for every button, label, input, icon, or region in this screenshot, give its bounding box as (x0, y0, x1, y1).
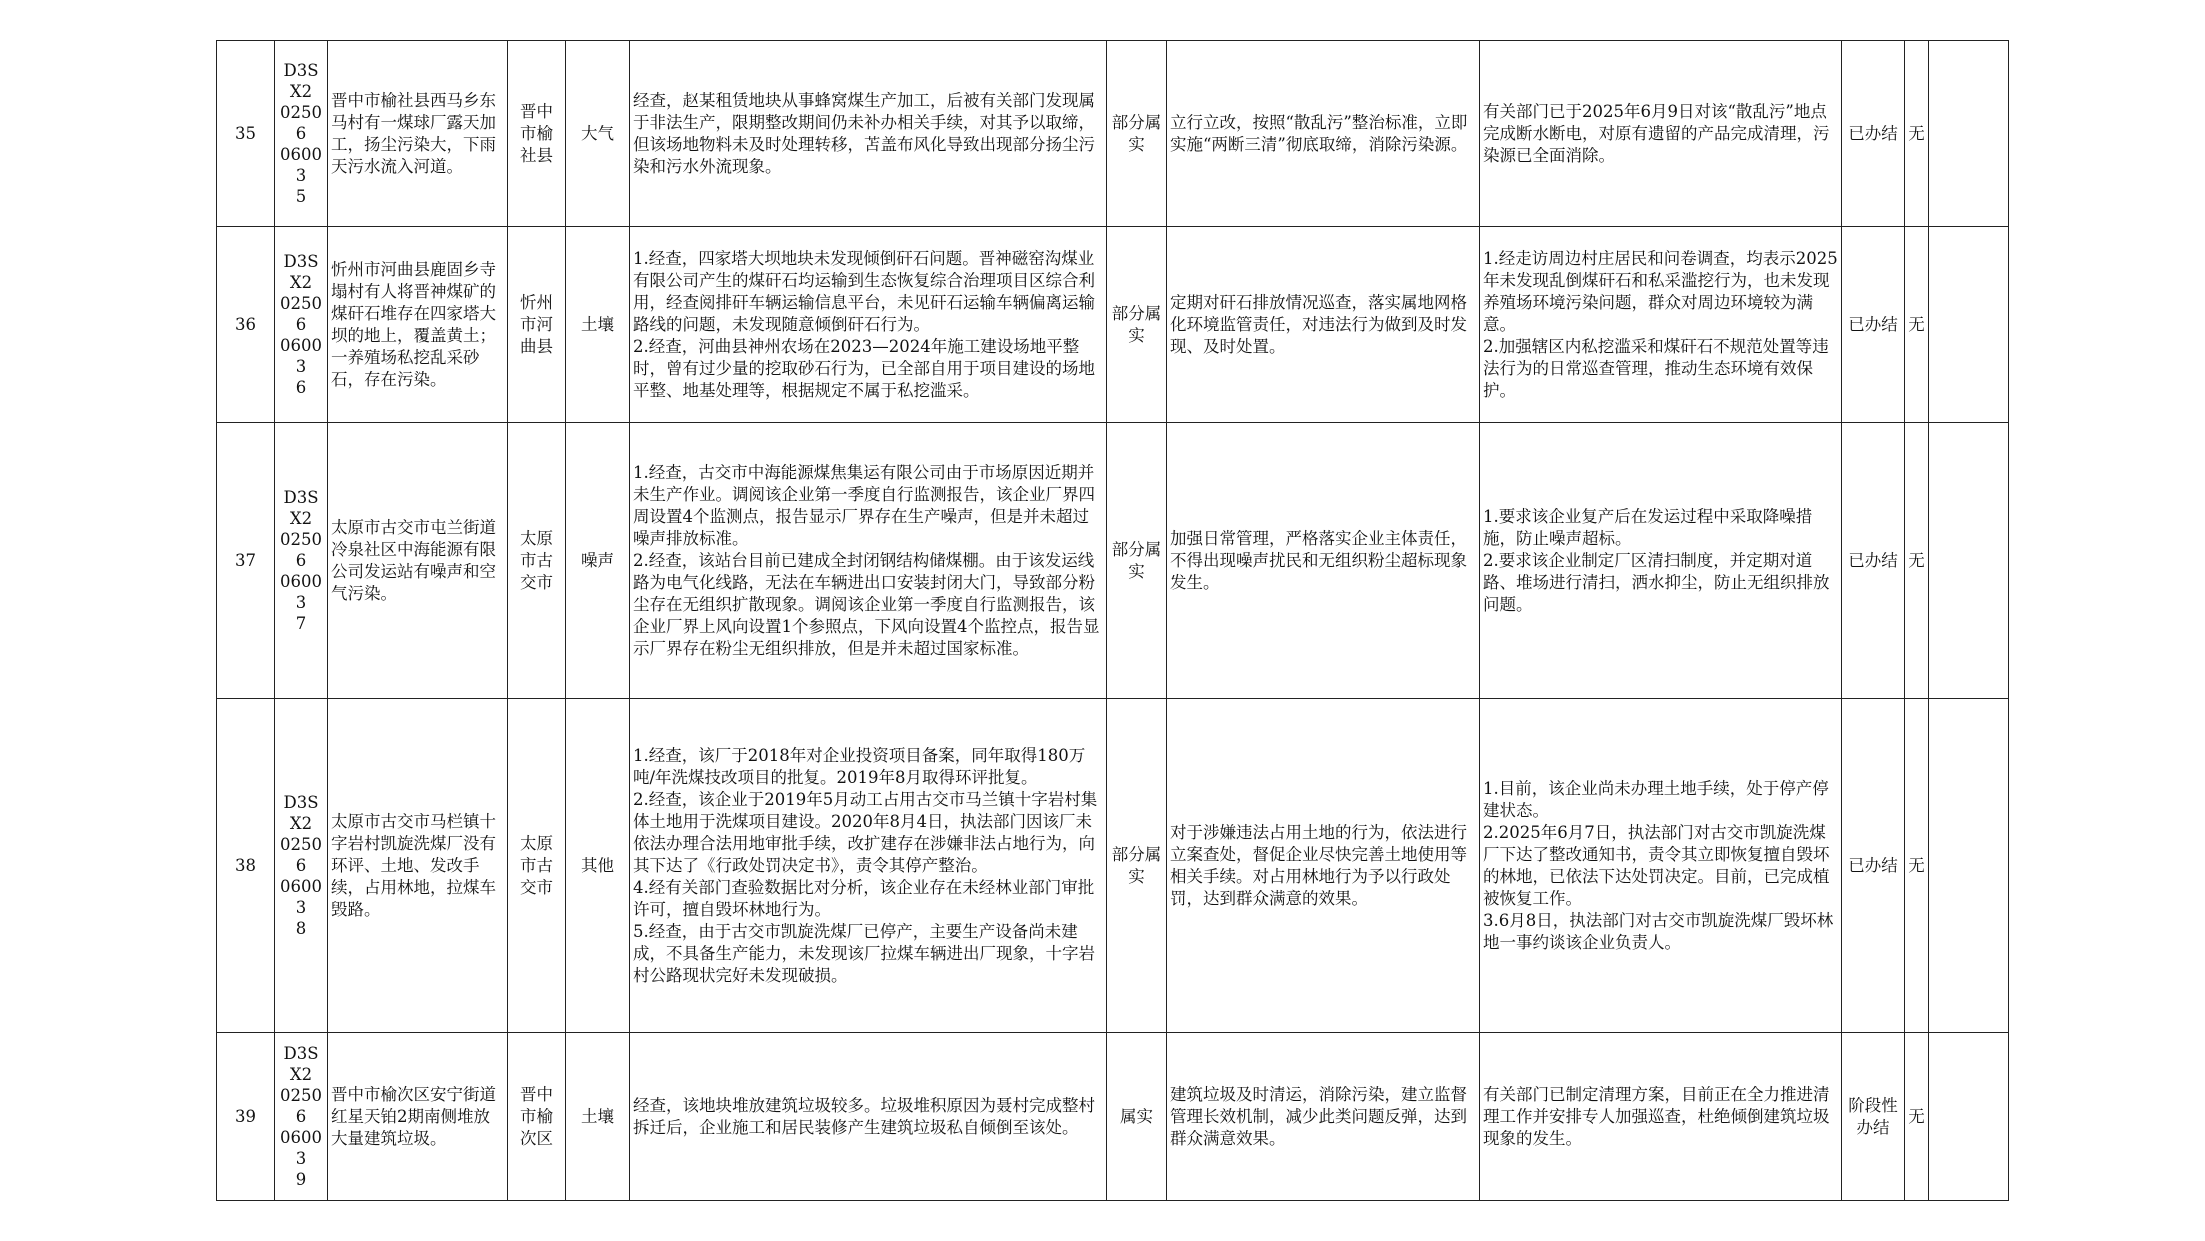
accountability: 无 (1905, 41, 1929, 227)
row-number: 39 (217, 1033, 275, 1201)
investigation-finding: 1.经查，该厂于2018年对企业投资项目备案，同年取得180万吨/年洗煤技改项目的批复。2019年8月取得环评批复。 2.经查，该企业于2019年5月动工占用古交市马兰镇十字岩村集体土地用于洗煤项目建设。2020年8月4日，执法部门因该厂未依法办理合法用地审批手续，改扩建存在涉嫌非法占地行为，向其下达了《行政处罚决定书》，责令其停产整治。 4.经有关部门查验数据比对分析，该企业存在未经林业部门审批许可，擅自毁坏林地行为。 5.经查，由于古交市凯旋洗煤厂已停产，主要生产设备尚未建成，不具备生产能力，未发现该厂拉煤车辆进出厂现象，十字岩村公路现状完好未发现破损。 (633, 745, 1098, 985)
complaint-text: 太原市古交市马栏镇十字岩村凯旋洗煤厂没有环评、土地、发改手续，占用林地，拉煤车毁路。 (331, 811, 496, 919)
measures: 对于涉嫌违法占用土地的行为，依法进行立案查处，督促企业尽快完善土地使用等相关手续。对占用林地行为予以行政处罚，达到群众满意的效果。 (1170, 822, 1467, 908)
measures: 加强日常管理，严格落实企业主体责任，不得出现噪声扰民和无组织粉尘超标现象发生。 (1170, 528, 1467, 592)
verdict: 属实 (1120, 1106, 1153, 1126)
row-number: 38 (217, 699, 275, 1033)
measures: 立行立改，按照“散乱污”整治标准，立即实施“两断三清”彻底取缔，消除污染源。 (1170, 112, 1468, 154)
accountability: 无 (1905, 1033, 1929, 1201)
investigation-finding: 1.经查，古交市中海能源煤焦集运有限公司由于市场原因近期并未生产作业。调阅该企业第一季度自行监测报告，该企业厂界四周设置4个监测点，报告显示厂界存在生产噪声，但是并未超过噪声排放标准。 2.经查，该站台目前已建成全封闭钢结构储煤棚。由于该发运线路为电气化线路，无法在车辆进出口安装封闭大门，导致部分粉尘存在无组织扩散现象。调阅该企业第一季度自行监测报告，该企业厂界上风向设置1个参照点，下风向设置4个监控点，报告显示厂界存在粉尘无组织排放，但是并未超过国家标准。 (633, 462, 1100, 658)
rectification-result: 有关部门已于2025年6月9日对该“散乱污”地点完成断水断电，对原有遗留的产品完成清理，污染源已全面消除。 (1483, 101, 1830, 165)
region: 忻州 市河 曲县 (520, 292, 553, 356)
accountability: 无 (1905, 227, 1929, 423)
region: 太原 市古 交市 (520, 833, 553, 897)
status: 已办结 (1848, 550, 1898, 570)
table-row (217, 699, 2009, 1033)
pollution-type: 土壤 (566, 1033, 630, 1201)
rectification-result: 有关部门已制定清理方案，目前正在全力推进清理工作并安排专人加强巡查，杜绝倾倒建筑垃圾现象的发生。 (1483, 1084, 1830, 1148)
status: 已办结 (1848, 855, 1898, 875)
verdict: 部分属 实 (1111, 539, 1162, 581)
region: 太原 市古 交市 (520, 528, 553, 592)
complaint-text: 太原市古交市屯兰街道冷泉社区中海能源有限公司发运站有噪声和空气污染。 (331, 517, 496, 603)
region: 晋中 市榆 次区 (520, 1084, 553, 1148)
verdict: 部分属 实 (1111, 112, 1162, 154)
case-code: D3SX2 02506 06003 5 (280, 61, 322, 206)
investigation-finding: 1.经查，四家塔大坝地块未发现倾倒矸石问题。晋神磁窑沟煤业有限公司产生的煤矸石均运输到生态恢复综合治理项目区综合利用，经查阅排矸车辆运输信息平台，未见矸石运输车辆偏离运输路线的问题，未发现随意倾倒矸石行为。 2.经查，河曲县神州农场在2023—2024年施工建设场地平整时，曾有过少量的挖取砂石行为，已全部自用于项目建设的场地平整、地基处理等，根据规定不属于私挖滥采。 (633, 248, 1095, 400)
empty-cell (1929, 423, 2009, 699)
measures: 建筑垃圾及时清运，消除污染，建立监督管理长效机制，减少此类问题反弹，达到群众满意效果。 (1170, 1084, 1467, 1148)
empty-cell (1929, 1033, 2009, 1201)
pollution-type: 其他 (566, 699, 630, 1033)
region: 晋中 市榆 社县 (520, 101, 553, 165)
accountability: 无 (1905, 699, 1929, 1033)
row-number: 36 (217, 227, 275, 423)
row-number: 35 (217, 41, 275, 227)
case-code: D3SX2 02506 06003 8 (280, 793, 322, 938)
investigation-finding: 经查，赵某租赁地块从事蜂窝煤生产加工，后被有关部门发现属于非法生产，限期整改期间仍未补办相关手续，对其予以取缔，但该场地物料未及时处理转移，苫盖布风化导致出现部分扬尘污染和污水外流现象。 (633, 90, 1095, 176)
status: 阶段性 办结 (1848, 1095, 1898, 1137)
pollution-type: 噪声 (566, 423, 630, 699)
investigation-finding: 经查，该地块堆放建筑垃圾较多。垃圾堆积原因为聂村完成整村拆迁后，企业施工和居民装修产生建筑垃圾私自倾倒至该处。 (633, 1095, 1095, 1137)
complaint-text: 晋中市榆社县西马乡东马村有一煤球厂露天加工，扬尘污染大，下雨天污水流入河道。 (331, 90, 496, 176)
case-code: D3SX2 02506 06003 9 (280, 1044, 322, 1189)
row-number: 37 (217, 423, 275, 699)
verdict: 部分属 实 (1111, 844, 1162, 886)
rectification-result: 1.经走访周边村庄居民和问卷调查，均表示2025年未发现乱倒煤矸石和私采滥挖行为，也未发现养殖场环境污染问题，群众对周边环境较为满意。 2.加强辖区内私挖滥采和煤矸石不规范处置等违法行为的日常巡查管理，推动生态环境有效保护。 (1483, 248, 1838, 400)
complaint-text: 晋中市榆次区安宁街道红星天铂2期南侧堆放大量建筑垃圾。 (331, 1084, 496, 1148)
complaint-text: 忻州市河曲县鹿固乡寺塌村有人将晋神煤矿的煤矸石堆存在四家塔大坝的地上，覆盖黄土；一养殖场私挖乱采砂石，存在污染。 (331, 259, 496, 389)
rectification-result: 1.目前，该企业尚未办理土地手续，处于停产停建状态。 2.2025年6月7日，执法部门对古交市凯旋洗煤厂下达了整改通知书，责令其立即恢复擅自毁坏的林地，已依法下达处罚决定。目前，已完成植被恢复工作。 3.6月8日，执法部门对古交市凯旋洗煤厂毁坏林地一事约谈该企业负责人。 (1483, 778, 1834, 952)
empty-cell (1929, 227, 2009, 423)
rectification-result: 1.要求该企业复产后在发运过程中采取降噪措施，防止噪声超标。 2.要求该企业制定厂区清扫制度，并定期对道路、堆场进行清扫，洒水抑尘，防止无组织排放问题。 (1483, 506, 1830, 614)
case-code: D3SX2 02506 06003 7 (280, 488, 322, 633)
accountability: 无 (1905, 423, 1929, 699)
table-row (217, 1033, 2009, 1201)
pollution-type: 大气 (566, 41, 630, 227)
measures: 定期对矸石排放情况巡查，落实属地网格化环境监管责任，对违法行为做到及时发现、及时处置。 (1170, 292, 1467, 356)
status: 已办结 (1848, 123, 1898, 143)
complaint-table (216, 40, 2009, 1201)
table-row (217, 227, 2009, 423)
table-row (217, 423, 2009, 699)
verdict: 部分属 实 (1111, 303, 1162, 345)
table-row (217, 41, 2009, 227)
empty-cell (1929, 41, 2009, 227)
status: 已办结 (1848, 314, 1898, 334)
case-code: D3SX2 02506 06003 6 (280, 252, 322, 397)
pollution-type: 土壤 (566, 227, 630, 423)
empty-cell (1929, 699, 2009, 1033)
